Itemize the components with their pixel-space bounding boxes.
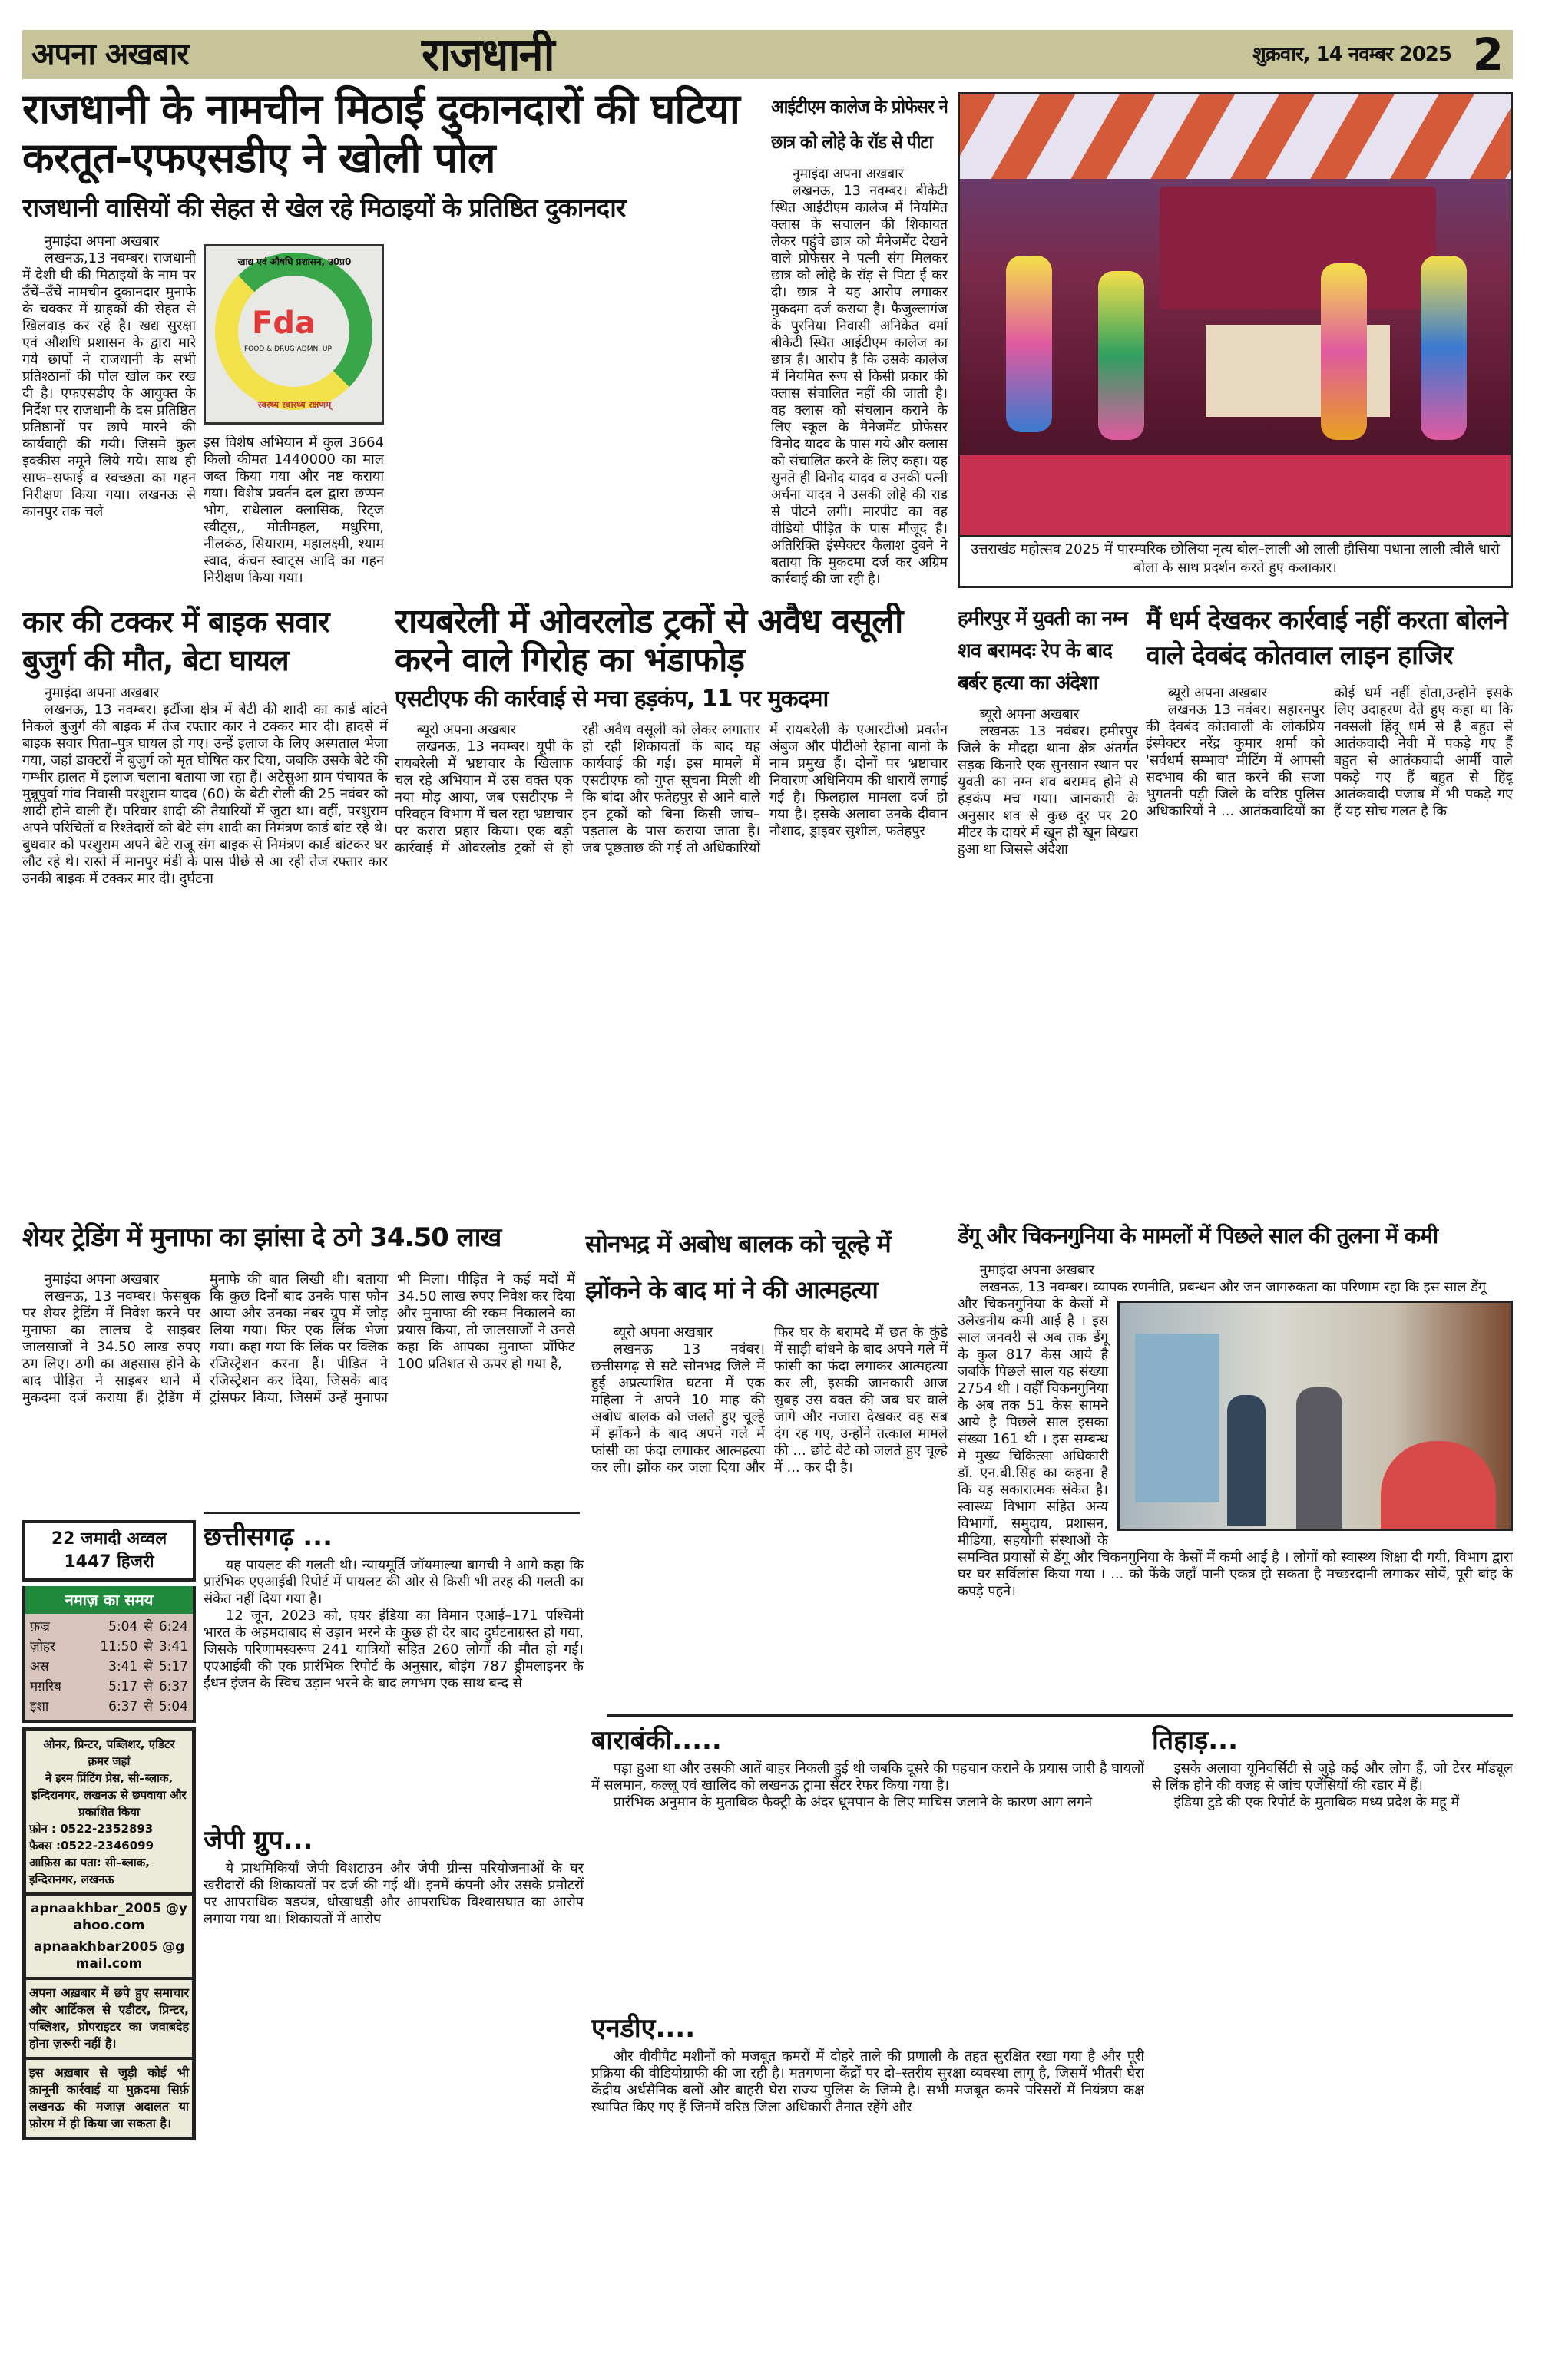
dengue-headline: डेंगू और चिकनगुनिया के मामलों में पिछले साल की तुलना में कमी [958, 1223, 1438, 1248]
byline: नुमाइंदा अपना अखबार [979, 1262, 1095, 1278]
festival-photo-caption: उत्तराखंड महोत्सव 2025 में पारम्परिक छोलिया नृत्य बोल–लाली ओ लाली हौसिया पधाना लाली त्वीलै धारो बोला के साथ प्रदर्शन करते हुए कलाकार। [958, 537, 1513, 588]
main-headline: राजधानी के नामचीन मिठाई दुकानदारों की घटिया करतूत-एफएसडीए ने खोली पोल [22, 84, 740, 182]
dengue-survey-photo [1117, 1301, 1513, 1531]
section-title: एनडीए.... [591, 2013, 696, 2044]
article-body: लखनऊ 13 नवंबर। छत्तीसगढ़ से सटे सोनभद्र जिले में हुई अप्रत्याशित घटना में एक महिला ने अपने 10 माह की अबोध बालक को जलते हुए चूल्हे में झोंकने के बाद अपने गले में फांसी का फंदा लगाकर आत्महत्या कर ली। झोंक कर जला दिया और फिर घर के बरामदे में छत के कुंडे में साड़ी बांधने के बाद अपने गले में फांसी का फंदा लगाकर आत्महत्या कर ली, इसकी जानकारी आज सुबह उस वक्त की जब घर वाले जागे और नजारा देखकर वह सब दंग रह गए, उन्होंने तत्काल मामले की ... छोटे बेटे को जलते हुए चूल्हे में ... कर दी है। [591, 1324, 948, 1476]
byline: नुमाइंदा अपना अखबार [792, 166, 904, 182]
namaz-row: ज़ोहर 11:50 से 3:41 [30, 1639, 188, 1654]
phone-number: फ़ोन : 0522-2352893 [29, 1822, 154, 1836]
accident-headline: कार की टक्कर में बाइक सवार बुजुर्ग की मौत, बेटा घायल [22, 605, 329, 677]
raebareli-headline: रायबरेली में ओवरलोड ट्रकों से अवैध वसूली करने वाले गिरोह का भंडाफोड़ [395, 603, 903, 679]
info-sidebar [22, 1520, 196, 2365]
section-title: जेपी ग्रुप... [204, 1825, 313, 1856]
chhattisgarh-continuation: छत्तीसगढ़ ... यह पायलट की गलती थी। न्यायमूर्ति जॉयमाल्या बागची ने आगे कहा कि प्रारंभिक एएआईबी रिपोर्ट में पायलट की ओर से किसी भी तरह की गलती का संकेत नहीं दिया गया है। 12 जून, 2023 को, एयर इंडिया का विमान एआई–171 पश्चिमी भारत के अहमदाबाद से उड़ान भरने के कुछ ही देर बाद दुर्घटनाग्रस्त हो गया, जिसके परिणामस्वरूप 241 यात्रियों सहित 260 लोगों की मौत हो गई। एएआईबी की एक प्रारंभिक रिपोर्ट के अनुसार, बोइंग 787 ड्रीमलाइनर के ईंधन इंजन के स्विच उड़ान भरने के बाद लगभग एक साथ बन्द से [204, 1522, 584, 1691]
page-number: 2 [1472, 30, 1504, 79]
byline: ब्यूरो अपना अखबार [1167, 685, 1268, 701]
masthead [22, 30, 1513, 79]
issue-date: शुक्रवार, 14 नवम्बर 2025 [1252, 43, 1451, 66]
namaz-row: अस्र 3:41 से 5:17 [30, 1659, 188, 1674]
dengue-article [958, 1262, 1513, 1709]
byline: नुमाइंदा अपना अखबार [44, 233, 160, 250]
section-divider [607, 1714, 1513, 1717]
deoband-headline: मैं धर्म देखकर कार्रवाई नहीं करता बोलने वाले देवबंद कोतवाल लाइन हाजिर [1146, 605, 1507, 671]
dengue-lead: लखनऊ, 13 नवम्बर। व्यापक रणनीति, प्रबन्धन और जन जागरुकता का परिणाम रहा कि इस साल डेंगू [979, 1279, 1486, 1295]
accident-article [22, 685, 388, 1207]
email-link[interactable]: apnaakhbar2005 @gmail.com [33, 1939, 185, 1972]
fda-bottom-text: स्वस्थ्य स्वास्थ्य रक्षणम् [257, 399, 332, 410]
share-article [22, 1271, 575, 1506]
section-title: छत्तीसगढ़ ... [204, 1522, 333, 1552]
namaz-row: इशा 6:37 से 5:04 [30, 1699, 188, 1714]
disclaimer: अपना अख़बार में छपे हुए समाचार और आर्टिकल से एडीटर, प्रिन्टर, पब्लिशर, प्रोपराइटर का जवाबदेह होना ज़रूरी नहीं है। [26, 1980, 192, 2060]
sonbhadra-article [591, 1324, 948, 1708]
section-title: बाराबंकी..... [591, 1725, 722, 1756]
article-body: लखनऊ, 13 नवम्बर। यूपी के रायबरेली में भ्रष्टाचार के खिलाफ चल रहे अभियान में उस वक्त एक नया मोड़ आया, जब एसटीएफ ने परिवहन विभाग में चल रहा भ्रष्टाचार पर करारा प्रहार किया। एक बड़ी कार्रवाई में ओवरलोड ट्रकों से हो रही अवैध वसूली को लेकर लगातार हो रही शिकायतों के बाद यह कार्यवाई की गई। इस मामले में एसटीएफ को गुप्त सूचना मिली थी कि बांदा और फतेहपुर से आने वाले इन ट्रकों को बिना किसी जांच–पड़ताल के पास कराया जाता है। जब पूछताछ की गई तो अधिकारियों में रायबरेली के एआरटीओ प्रवर्तन अंबुज और पीटीओ रेहाना बानो के नाम प्रमुख हैं। दोनों पर भ्रष्टाचार निवारण अधिनियम की धारायें लगाई गई है। फिलहाल मामला दर्ज हो गया है। इसके अलावा उनके दीवान नौशाद, ड्राइवर सुशील, फतेहपुर [395, 722, 948, 856]
publisher-panel: ओनर, प्रिन्टर, पब्लिशर, एडिटर क़मर जहां ने इरम प्रिंटिंग प्रेस, सी–ब्लाक, इन्दिरानगर, लखनऊ से छपवाया और प्रकाशित किया फ़ोन : 0522-2352893 फ़ैक्स :0522-2346099 आफ़िस का पता: सी–ब्लाक, इन्दिरानगर, लखनऊ apnaakhbar_2005 @yahoo.com apnaakhbar2005 @gmail.com अपना अख़बार में छपे हुए समाचार और आर्टिकल से एडीटर, प्रिन्टर, पब्लिशर, प्रोपराइटर का जवाबदेह होना ज़रूरी नहीं है। इस अख़बार से जुड़ी कोई भी क़ानूनी कार्रवाई या मुक़दमा सिर्फ़ लखनऊ की मजाज़ अदालत या फ़ोरम में ही किया जा सकता है। [22, 1727, 196, 2140]
hamirpur-article [958, 706, 1138, 1205]
article-body: लखनऊ, 13 नवम्बर। इटौंजा क्षेत्र में बेटी की शादी का कार्ड बांटने निकले बुजुर्ग की बाइक में तेज रफ्तार कार ने टक्कर मार दी। हादसे में बाइक सवार पिता–पुत्र घायल हो गए। उन्हें इलाज के लिए अस्पताल भेजा गया, जहां डाक्टरों ने बुजुर्ग को मृत घोषित कर दिया, जबकि उसके बेटे की गम्भीर हालत में इलाज चलाना बताया जा रहा हैं। अटेसुआ ग्राम पंचायत के मुन्नूपुर्वा गांव निवासी परशुराम यादव (60) के बेटी रोली की 25 नवंबर को शादी होने वाली हैं। परिवार शादी की तैयारियों में जुटा था। वहीं, परशुराम अपने परिचितों व रिश्तेदारों को बेटे संग शादी का निमंत्रण कार्ड बांट रहे थे। बुधवार को परशुराम अपने बेटे राजू संग बाइक से निमंत्रण कार्ड बांटकर घर लौट रहे थे। रास्ते में मानपुर मंडी के पास पीछे से आ रही तेज रफ्तार कार उनकी बाइक में टक्कर मार दी। दुर्घटना [22, 702, 388, 887]
itm-headline: आईटीएम कालेज के प्रोफेसर ने छात्र को लोहे के रॉड से पीटा [771, 96, 948, 153]
namaz-row: फ़ज्र 5:04 से 6:24 [30, 1619, 188, 1635]
main-article-col1 [22, 233, 196, 587]
namaz-title: नमाज़ का समय [25, 1586, 193, 1614]
itm-article [771, 166, 948, 588]
fda-mark: Fda [252, 306, 316, 341]
byline: नुमाइंदा अपना अखबार [44, 685, 160, 701]
office-address: आफ़िस का पता: सी–ब्लाक, इन्दिरानगर, लखनऊ [29, 1856, 150, 1886]
section-divider [204, 1512, 580, 1514]
festival-photo [958, 92, 1513, 537]
share-headline: शेयर ट्रेडिंग में मुनाफा का झांसा दे ठगे 34.50 लाख [22, 1222, 501, 1253]
raebareli-subheadline: एसटीएफ की कार्रवाई से मचा हड़कंप, 11 पर मुकदमा [395, 686, 829, 712]
nda-continuation: एनडीए.... और वीवीपैट मशीनों को मजबूत कमरों में दोहरे ताले की प्रणाली के तहत सुरक्षित रखा गया है और पूरी प्रक्रिया की वीडियोग्राफी की जा रही है। मतगणना केंद्रों पर दो–स्तरीय सुरक्षा व्यवस्था लागू है, जिसमें भीतरी घेरा केंद्रीय अर्धसैनिक बलों और बाहरी घेरा राज्य पुलिस के जिम्मे है। सभी मजबूत कमरे परिसरों में नियंत्रण कक्ष स्थापित किए गए हैं जिनमें वरिष्ठ जिला अधिकारी तैनात रहेंगे और [591, 2013, 1144, 2115]
email-link[interactable]: apnaakhbar_2005 @yahoo.com [31, 1901, 187, 1933]
tihar-continuation: तिहाड़... इसके अलावा यूनिवर्सिटी से जुड़े कई और लोग हैं, जो टेरर मॉड्यूल से लिंक होने की वजह से जांच एजेंसियों की रडार में हैं। इंडिया टुडे की एक रिपोर्ट के मुताबिक मध्य प्रदेश के महू में [1152, 1725, 1513, 1810]
byline: नुमाइंदा अपना अखबार [44, 1271, 160, 1288]
section-title: राजधानी [422, 30, 554, 79]
byline: ब्यूरो अपना अखबार [979, 706, 1080, 722]
namaz-timings [22, 1586, 196, 1723]
jurisdiction-notice: इस अख़बार से जुड़ी कोई भी क़ानूनी कार्रवाई या मुक़दमा सिर्फ़ लखनऊ की मजाज़ अदालत या फ़ोरम में ही किया जा सकता है। [29, 2065, 189, 2130]
raebareli-article [395, 722, 948, 1205]
byline: ब्यूरो अपना अखबार [613, 1324, 713, 1340]
byline: ब्यूरो अपना अखबार [416, 722, 517, 738]
hamirpur-headline: हमीरपुर में युवती का नग्न शव बरामदः रेप के बाद बर्बर हत्या का अंदेशा [958, 607, 1127, 695]
deoband-article [1146, 685, 1513, 1207]
jp-group-continuation: जेपी ग्रुप... ये प्राथमिकियाँ जेपी विशटाउन और जेपी ग्रीन्स परियोजनाओं के घर खरीदारों की शिकायतों पर दर्ज की गई थीं। इनमें कंपनी और उसके प्रमोटरों पर आपराधिक षडयंत्र, धोखाधड़ी और आपराधिक विश्वासघात का आरोप लगाया गया था। शिकायतों में आरोप [204, 1825, 584, 1927]
namaz-row: मग़रिब 5:17 से 6:37 [30, 1679, 188, 1694]
main-article-col2: इस विशेष अभियान में कुल 3664 किलो कीमत 1440000 का माल जब्त किया गया और नष्ट कराया गया। विशेष प्रवर्तन दल द्वारा छप्पन भोग, राधेलाल क्लासिक, रिट्ज स्वीट्स,, मोतीमहल, मधुरिमा, नीलकंठ, सियाराम, महालक्ष्मी, श्याम स्वाद, कंचन स्वाट्स आदि का गहन निरीक्षण किया गया। [204, 435, 384, 586]
dengue-body: और चिकनगुनिया के केसों में उलेखनीय कमी आई है । इस साल जनवरी से अब तक डेंगू के कुल 817 केस आये है जबकि पिछले साल यह संख्या 2754 थी । वहीँ चिकनगुनिया के अब तक 51 केस सामने आये है पिछले साल इसका संख्या 161 थी । इस सम्बन्ध में मुख्य चिकित्सा अधिकारी डॉ. एन.बी.सिंह का कहना है कि यह सकारात्मक संकेत है। स्वास्थ्य विभाग सहित अन्य विभागों, समुदाय, प्रशासन, मीडिया, सहयोगी संस्थाओं के समन्वित प्रयासों से डेंगू और चिकनगुनिया के केसों में कमी आई है । लोगों को स्वास्थ्य शिक्षा दी गयी, विभाग द्वारा घर घर सर्विलांस किया गया । ... को फेंके जहाँ पानी एकत्र हो सकता है मच्छरदानी लगाकर सोयें, पूरी बांह के कपड़े पहने। [958, 1296, 1513, 1599]
sonbhadra-headline: सोनभद्र में अबोध बालक को चूल्हे में झोंकने के बाद मां ने की आत्महत्या [585, 1229, 891, 1304]
section-title: तिहाड़... [1152, 1725, 1238, 1756]
fax-number: फ़ैक्स :0522-2346099 [29, 1839, 154, 1853]
fda-logo-image [204, 244, 384, 425]
article-body: लखनऊ, 13 नवम्बर। फेसबुक पर शेयर ट्रेडिंग में निवेश करने पर मुनाफा का लालच दे साइबर जालसाजों ने 34.50 लाख रुपए ठग लिए। ठगी का अहसास होने के बाद पीड़ित ने साइबर थाने में मुकदमा दर्ज कराया हैं। ट्रेडिंग में मुनाफे की बात लिखी थी। बताया कि कुछ दिनों बाद उनके पास फोन आया और उनका नंबर ग्रुप में जोड़ लिया गया। फिर एक लिंक भेजा गया। कहा गया कि लिंक पर क्लिक रजिस्ट्रेशन करना हैं। पीड़ित ने रजिस्ट्रेशन कर दिया, जिसके बाद ट्रांसफर किया, जिसमें उन्हें मुनाफा भी मिला। पीड़ित ने कई मदों में 34.50 लाख रुपए निवेश कर दिया और मुनाफा की रकम निकालने का प्रयास किया, तो जालसाजों ने उनसे कहा कि आपका मुनाफा प्रॉफिट 100 प्रतिशत से ऊपर हो गया है, [22, 1271, 575, 1406]
fda-mark-sub: FOOD & DRUG ADMN. UP [244, 345, 332, 353]
article-body: लखनऊ 13 नवंबर। हमीरपुर जिले के मौदहा थाना क्षेत्र अंतर्गत सड़क किनारे एक सुनसान स्थान पर युवती का नग्न शव बरामद होने से हड़कंप मच गया। जानकारी के अनुसार शव से कुछ दूर पर 20 मीटर के दायरे में खून ही खून बिखरा हुआ था जिससे अंदेशा [958, 723, 1138, 858]
newspaper-name: अपना अखबार [31, 37, 189, 72]
article-body: लखनऊ,13 नवम्बर। राजधानी में देशी घी की मिठाइयों के नाम पर उँचें–उँचें नामचीन दुकानदार मुनाफे के चक्कर में ग्राहकों की सेहत से खिलवाड़ कर रहे है। खद्य सुरक्षा एवं औशधि प्रशासन के द्वारा मारे गये छापों ने राजधानी के सभी प्रतिश्ठानों की पोल खोल कर रख दी है। एफएसडीए के आयुक्त के निर्देश पर राजधानी के दस प्रतिष्ठित प्रतिष्ठानों पर छापे मारने की कार्यवाही की गयी। जिसमे कुल इक्कीस नमूने लिये गये। साथ ही साफ–सफाई व स्वच्छता का गहन निरीक्षण किया गया। लखनऊ से कानपुर तक चले [22, 250, 196, 520]
hijri-date-box: 22 जमादी अव्वल 1447 हिजरी [22, 1520, 196, 1582]
fda-top-text: खाद्य एवं औषधि प्रशासन, उ0प्र0 [237, 256, 352, 267]
article-body: लखनऊ, 13 नवम्बर। बीकेटी स्थित आईटीएम कालेज में नियमित क्लास के सचालन की शिकायत लेकर पहुंचे छात्र को मैनेजमेंट देखने वाले प्रोफेसर ने पत्नी संग मिलकर छात्र को लोहे के रॉड़ से पिटा ई कर दी। छात्र ने यह आरोप लगाकर मुकदमा दर्ज कराया है। फैजुल्लागंज के पुरनिया निवासी अनिकेत वर्मा बीकेटी स्थित आईटीएम कालेज का छात्र है। आरोप है कि उसके कालेज में नियमित रूप से किसी प्रकार की क्लास संचालित नहीं की जाती है। वह क्लास को संचलान कराने के लिए स्कूल के मैनेजमेंट प्रोफेसर विनोद यादव के पास गये और क्लास को संचालित करने के लिए कहा। यह सुनते ही विनोद यादव व उनकी पत्नी अर्चना यादव ने उसकी लोहे की राड से पीटने लगी। मारपीट का वह वीडियो पीड़ित के पास मौजूद है। अतिरिक्ति इंस्पेक्टर कैलाश दुबने ने बताया कि मुकदमा दर्ज कर अग्रिम कार्रवाई की जा रही है। [771, 183, 948, 587]
article-body: लखनऊ 13 नवंबर। सहारनपुर की देवबंद कोतवाली के लोकप्रिय इंस्पेक्टर नरेंद्र कुमार शर्मा को 'सर्वधर्म सम्भाव' मीटिंग में आपसी सदभाव की बात करने की सजा भुगतनी पड़ी जिले के वरिष्ठ पुलिस अधिकारियों ने ... आतंकवादियों का कोई धर्म नहीं होता,उन्होंने इसके लिए उदाहरण देते हुए कहा था कि नक्सली हिंदू धर्म से है बहुत से आतंकवादी नेवी में पकड़े गए हैं बहुत से आतंकवादी आर्मी वाले पकड़े गए हैं बहुत से हिंदू आतंकवादी पंजाब में भी पकड़े गए हैं यह सोच गलत है कि [1146, 685, 1513, 819]
barabanki-continuation: बाराबंकी..... पड़ा हुआ था और उसकी आतें बाहर निकली हुई थी जबकि दूसरे की पहचान कराने के प्रयास जारी है घायलों में सलमान, कल्लू एवं खालिद को लखनऊ ट्रामा सेंटर रेफर किया गया है। प्रारंभिक अनुमान के मुताबिक फैक्ट्री के अंदर धूमपान के लिए माचिस जलाने के कारण आग लगने [591, 1725, 1144, 1810]
main-subheadline: राजधानी वासियों की सेहत से खेल रहे मिठाइयों के प्रतिष्ठित दुकानदार [22, 193, 626, 223]
